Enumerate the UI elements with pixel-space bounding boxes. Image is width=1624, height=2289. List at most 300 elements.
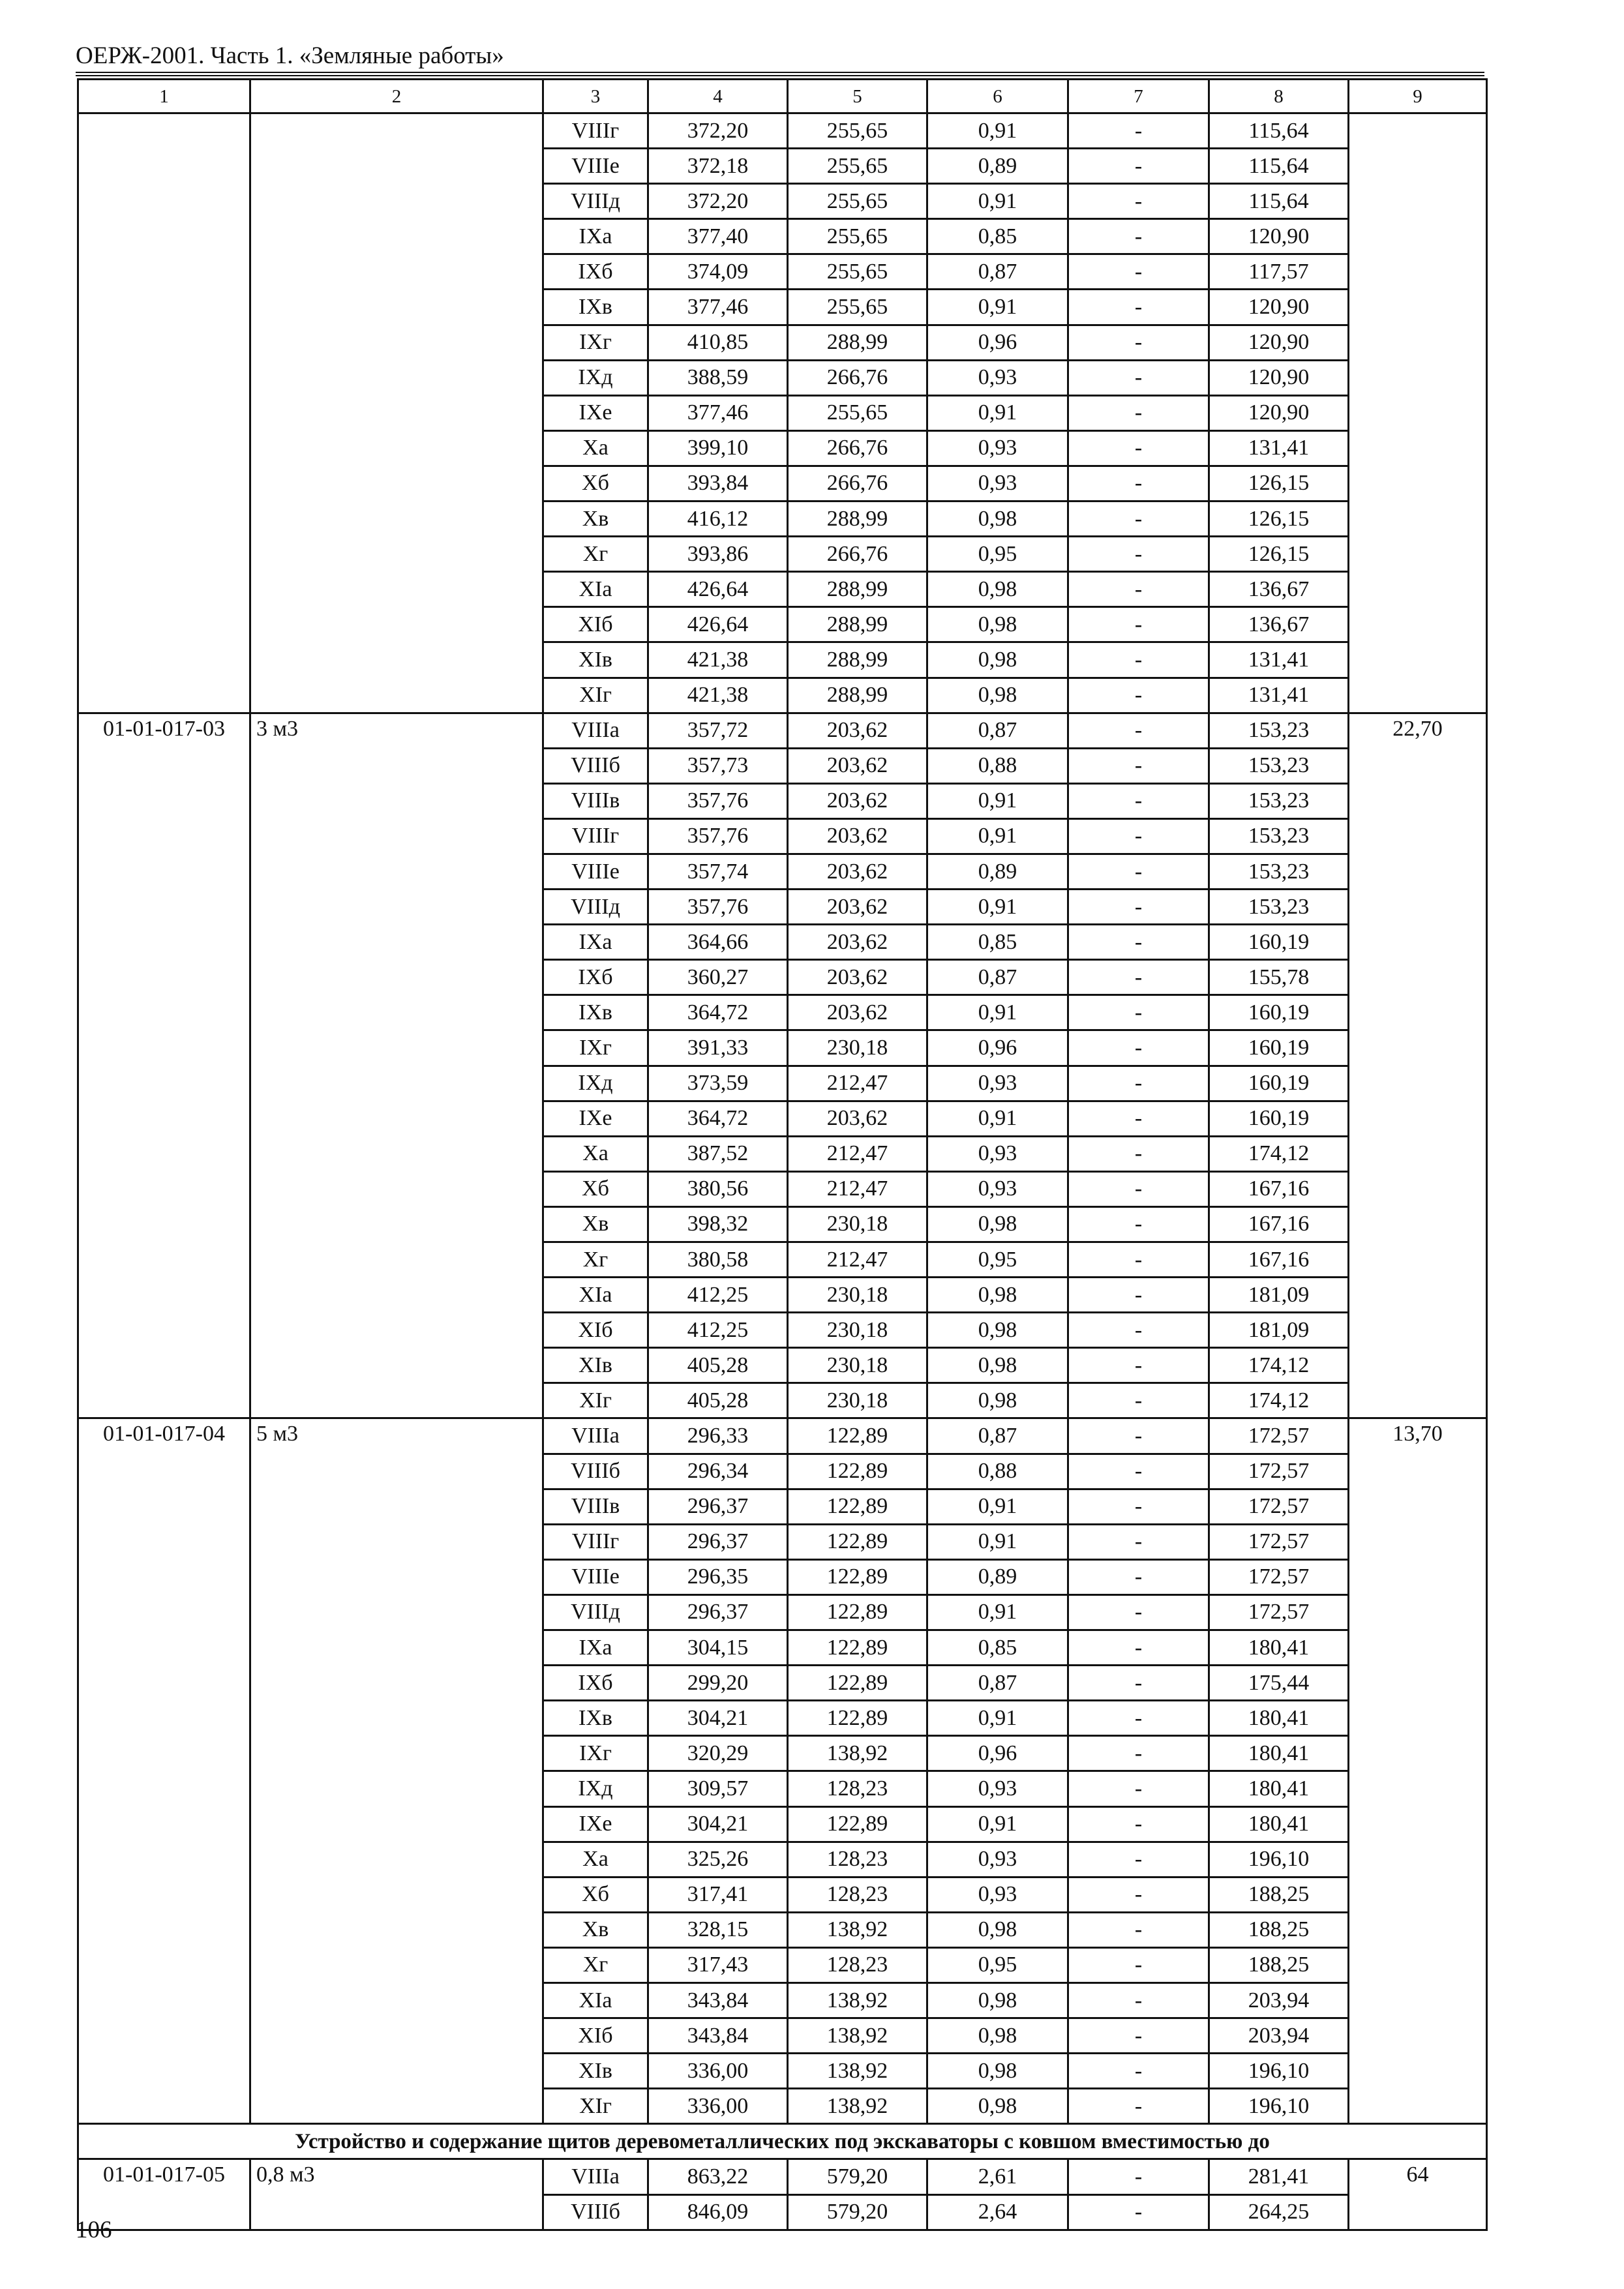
soil-group-cell: Xа xyxy=(543,1136,648,1171)
table-row xyxy=(78,1418,1487,1454)
section-heading-row xyxy=(78,2124,1487,2159)
col5-cell: 138,92 xyxy=(788,2018,927,2054)
soil-group-cell: IXа xyxy=(543,219,648,254)
col5-cell: 122,89 xyxy=(788,1418,927,1454)
soil-group-cell: VIIIг xyxy=(543,818,648,854)
col6-cell: 0,93 xyxy=(927,1136,1068,1171)
soil-group-cell: Xг xyxy=(543,1947,648,1982)
col8-cell: 172,57 xyxy=(1209,1454,1349,1489)
col7-cell: - xyxy=(1068,1701,1209,1736)
col8-cell: 153,23 xyxy=(1209,713,1349,748)
col8-cell: 180,41 xyxy=(1209,1736,1349,1771)
col7-cell: - xyxy=(1068,466,1209,501)
col5-cell: 122,89 xyxy=(788,1594,927,1630)
col8-cell: 172,57 xyxy=(1209,1489,1349,1524)
col5-cell: 203,62 xyxy=(788,960,927,995)
col4-cell: 304,21 xyxy=(648,1701,788,1736)
col4-cell: 357,73 xyxy=(648,748,788,783)
col8-cell: 181,09 xyxy=(1209,1278,1349,1313)
col4-cell: 388,59 xyxy=(648,360,788,395)
col5-cell: 255,65 xyxy=(788,254,927,290)
col6-cell: 0,96 xyxy=(927,325,1068,360)
col4-cell: 325,26 xyxy=(648,1842,788,1877)
col6-cell: 0,93 xyxy=(927,430,1068,466)
col8-cell: 180,41 xyxy=(1209,1701,1349,1736)
col8-cell: 175,44 xyxy=(1209,1666,1349,1701)
col5-cell: 212,47 xyxy=(788,1242,927,1278)
col8-cell: 131,41 xyxy=(1209,430,1349,466)
col4-cell: 296,37 xyxy=(648,1489,788,1524)
col7-cell: - xyxy=(1068,1101,1209,1136)
col6-cell: 0,88 xyxy=(927,748,1068,783)
col4-cell: 296,35 xyxy=(648,1559,788,1594)
col7-cell: - xyxy=(1068,1736,1209,1771)
col7-cell: - xyxy=(1068,113,1209,149)
col5-cell: 288,99 xyxy=(788,501,927,537)
soil-group-cell: Xб xyxy=(543,1171,648,1206)
col7-cell: - xyxy=(1068,1454,1209,1489)
col8-cell: 115,64 xyxy=(1209,184,1349,219)
col6-cell: 0,91 xyxy=(927,1806,1068,1842)
col4-cell: 296,33 xyxy=(648,1418,788,1454)
soil-group-cell: Xб xyxy=(543,466,648,501)
col4-cell: 373,59 xyxy=(648,1066,788,1101)
col4-cell: 412,25 xyxy=(648,1313,788,1348)
column-number-cell: 5 xyxy=(788,80,927,113)
col6-cell: 0,96 xyxy=(927,1030,1068,1066)
col6-cell: 0,87 xyxy=(927,1666,1068,1701)
col5-cell: 288,99 xyxy=(788,678,927,713)
soil-group-cell: IXе xyxy=(543,1101,648,1136)
col6-cell: 0,98 xyxy=(927,1313,1068,1348)
col7-cell: - xyxy=(1068,854,1209,889)
col5-cell: 212,47 xyxy=(788,1136,927,1171)
col7-cell: - xyxy=(1068,995,1209,1030)
col6-cell: 0,95 xyxy=(927,537,1068,572)
soil-group-cell: Xа xyxy=(543,430,648,466)
norm-code-cell: 01-01-017-03 xyxy=(78,713,250,1418)
soil-group-cell: IXд xyxy=(543,1771,648,1806)
col8-cell: 172,57 xyxy=(1209,1594,1349,1630)
col8-cell: 174,12 xyxy=(1209,1348,1349,1383)
col8-cell: 153,23 xyxy=(1209,783,1349,818)
col8-cell: 188,25 xyxy=(1209,1912,1349,1947)
col7-cell: - xyxy=(1068,1947,1209,1982)
col5-cell: 288,99 xyxy=(788,607,927,642)
col7-cell: - xyxy=(1068,1982,1209,2018)
col8-cell: 160,19 xyxy=(1209,995,1349,1030)
col4-cell: 357,76 xyxy=(648,890,788,925)
col4-cell: 296,37 xyxy=(648,1594,788,1630)
col6-cell: 0,91 xyxy=(927,113,1068,149)
col4-cell: 421,38 xyxy=(648,642,788,678)
col9-cell: 22,70 xyxy=(1349,713,1487,1418)
col4-cell: 426,64 xyxy=(648,572,788,607)
col4-cell: 320,29 xyxy=(648,1736,788,1771)
col8-cell: 180,41 xyxy=(1209,1806,1349,1842)
col5-cell: 230,18 xyxy=(788,1383,927,1418)
col8-cell: 126,15 xyxy=(1209,466,1349,501)
soil-group-cell: XIв xyxy=(543,1348,648,1383)
col5-cell: 230,18 xyxy=(788,1030,927,1066)
col7-cell: - xyxy=(1068,1594,1209,1630)
col7-cell: - xyxy=(1068,360,1209,395)
soil-group-cell: Xг xyxy=(543,1242,648,1278)
col7-cell: - xyxy=(1068,2018,1209,2054)
col6-cell: 0,98 xyxy=(927,1383,1068,1418)
col5-cell: 138,92 xyxy=(788,1982,927,2018)
norm-code-cell: 01-01-017-04 xyxy=(78,1418,250,2124)
col5-cell: 128,23 xyxy=(788,1842,927,1877)
col7-cell: - xyxy=(1068,925,1209,960)
col7-cell: - xyxy=(1068,1630,1209,1666)
col7-cell: - xyxy=(1068,1877,1209,1912)
col8-cell: 172,57 xyxy=(1209,1559,1349,1594)
soil-group-cell: VIIIа xyxy=(543,1418,648,1454)
col7-cell: - xyxy=(1068,1912,1209,1947)
col4-cell: 317,41 xyxy=(648,1877,788,1912)
soil-group-cell: IXе xyxy=(543,395,648,430)
col4-cell: 343,84 xyxy=(648,1982,788,2018)
col7-cell: - xyxy=(1068,713,1209,748)
col5-cell: 288,99 xyxy=(788,642,927,678)
col7-cell: - xyxy=(1068,184,1209,219)
col5-cell: 212,47 xyxy=(788,1066,927,1101)
col6-cell: 0,98 xyxy=(927,642,1068,678)
col5-cell: 128,23 xyxy=(788,1947,927,1982)
col6-cell: 2,64 xyxy=(927,2194,1068,2230)
col6-cell: 0,93 xyxy=(927,1771,1068,1806)
col6-cell: 0,98 xyxy=(927,2089,1068,2124)
col6-cell: 0,91 xyxy=(927,1701,1068,1736)
col5-cell: 288,99 xyxy=(788,325,927,360)
col4-cell: 364,72 xyxy=(648,995,788,1030)
col6-cell: 0,87 xyxy=(927,254,1068,290)
col5-cell: 579,20 xyxy=(788,2159,927,2194)
col7-cell: - xyxy=(1068,678,1209,713)
col7-cell: - xyxy=(1068,1418,1209,1454)
col4-cell: 357,72 xyxy=(648,713,788,748)
col8-cell: 126,15 xyxy=(1209,537,1349,572)
col6-cell: 0,85 xyxy=(927,925,1068,960)
col7-cell: - xyxy=(1068,254,1209,290)
col5-cell: 266,76 xyxy=(788,466,927,501)
soil-group-cell: Xг xyxy=(543,537,648,572)
col4-cell: 391,33 xyxy=(648,1030,788,1066)
col4-cell: 380,58 xyxy=(648,1242,788,1278)
col5-cell: 203,62 xyxy=(788,748,927,783)
column-number-cell: 1 xyxy=(78,80,250,113)
col6-cell: 0,89 xyxy=(927,854,1068,889)
col4-cell: 398,32 xyxy=(648,1206,788,1242)
soil-group-cell: XIа xyxy=(543,1982,648,2018)
soil-group-cell: XIа xyxy=(543,572,648,607)
soil-group-cell: VIIIе xyxy=(543,1559,648,1594)
col8-cell: 131,41 xyxy=(1209,678,1349,713)
col4-cell: 393,84 xyxy=(648,466,788,501)
col4-cell: 360,27 xyxy=(648,960,788,995)
column-number-cell: 2 xyxy=(250,80,543,113)
soil-group-cell: VIIIб xyxy=(543,2194,648,2230)
col8-cell: 180,41 xyxy=(1209,1630,1349,1666)
col7-cell: - xyxy=(1068,1524,1209,1559)
soil-group-cell: VIIIе xyxy=(543,854,648,889)
col7-cell: - xyxy=(1068,1242,1209,1278)
col4-cell: 372,20 xyxy=(648,113,788,149)
col5-cell: 128,23 xyxy=(788,1877,927,1912)
col4-cell: 364,66 xyxy=(648,925,788,960)
soil-group-cell: VIIIе xyxy=(543,149,648,184)
column-number-cell: 9 xyxy=(1349,80,1487,113)
page-header-title: ОЕРЖ-2001. Часть 1. «Земляные работы» xyxy=(76,42,504,69)
norm-code-cell: 01-01-017-05 xyxy=(78,2159,250,2230)
soil-group-cell: Xв xyxy=(543,501,648,537)
soil-group-cell: VIIIг xyxy=(543,113,648,149)
soil-group-cell: XIв xyxy=(543,642,648,678)
col6-cell: 0,93 xyxy=(927,1171,1068,1206)
col9-cell: 64 xyxy=(1349,2159,1487,2230)
col5-cell: 266,76 xyxy=(788,430,927,466)
col6-cell: 0,89 xyxy=(927,149,1068,184)
col5-cell: 203,62 xyxy=(788,818,927,854)
col6-cell: 0,93 xyxy=(927,466,1068,501)
col6-cell: 0,91 xyxy=(927,1594,1068,1630)
norm-name-cell: 5 м3 xyxy=(250,1418,543,2124)
col6-cell: 0,93 xyxy=(927,1066,1068,1101)
col8-cell: 264,25 xyxy=(1209,2194,1349,2230)
soil-group-cell: XIа xyxy=(543,1278,648,1313)
col4-cell: 372,20 xyxy=(648,184,788,219)
table-row xyxy=(78,113,1487,149)
col7-cell: - xyxy=(1068,1842,1209,1877)
col7-cell: - xyxy=(1068,149,1209,184)
col4-cell: 336,00 xyxy=(648,2089,788,2124)
norms-table xyxy=(77,78,1488,2231)
soil-group-cell: XIг xyxy=(543,2089,648,2124)
col8-cell: 120,90 xyxy=(1209,325,1349,360)
col4-cell: 846,09 xyxy=(648,2194,788,2230)
col4-cell: 405,28 xyxy=(648,1348,788,1383)
col4-cell: 357,74 xyxy=(648,854,788,889)
soil-group-cell: VIIIг xyxy=(543,1524,648,1559)
col5-cell: 122,89 xyxy=(788,1630,927,1666)
col5-cell: 266,76 xyxy=(788,360,927,395)
col5-cell: 122,89 xyxy=(788,1701,927,1736)
col8-cell: 160,19 xyxy=(1209,925,1349,960)
col5-cell: 138,92 xyxy=(788,1736,927,1771)
col8-cell: 126,15 xyxy=(1209,501,1349,537)
col5-cell: 255,65 xyxy=(788,219,927,254)
col8-cell: 196,10 xyxy=(1209,2054,1349,2089)
col7-cell: - xyxy=(1068,1030,1209,1066)
soil-group-cell: Xв xyxy=(543,1206,648,1242)
col4-cell: 299,20 xyxy=(648,1666,788,1701)
col6-cell: 0,91 xyxy=(927,995,1068,1030)
soil-group-cell: VIIIд xyxy=(543,184,648,219)
norm-name-cell xyxy=(250,113,543,713)
soil-group-cell: IXб xyxy=(543,1666,648,1701)
soil-group-cell: IXг xyxy=(543,1736,648,1771)
col4-cell: 412,25 xyxy=(648,1278,788,1313)
col8-cell: 180,41 xyxy=(1209,1771,1349,1806)
col5-cell: 255,65 xyxy=(788,184,927,219)
col8-cell: 155,78 xyxy=(1209,960,1349,995)
section-heading: Устройство и содержание щитов деревометаллических под экскаваторы с ковшом вместимостью до xyxy=(78,2124,1487,2159)
col5-cell: 122,89 xyxy=(788,1489,927,1524)
soil-group-cell: VIIIа xyxy=(543,713,648,748)
col7-cell: - xyxy=(1068,1383,1209,1418)
col6-cell: 0,91 xyxy=(927,783,1068,818)
col7-cell: - xyxy=(1068,537,1209,572)
col6-cell: 0,88 xyxy=(927,1454,1068,1489)
col6-cell: 0,98 xyxy=(927,1206,1068,1242)
soil-group-cell: XIг xyxy=(543,678,648,713)
soil-group-cell: IXв xyxy=(543,1701,648,1736)
col8-cell: 153,23 xyxy=(1209,818,1349,854)
col4-cell: 374,09 xyxy=(648,254,788,290)
col8-cell: 172,57 xyxy=(1209,1418,1349,1454)
col6-cell: 0,91 xyxy=(927,890,1068,925)
col8-cell: 153,23 xyxy=(1209,854,1349,889)
col6-cell: 0,98 xyxy=(927,1912,1068,1947)
col6-cell: 0,91 xyxy=(927,818,1068,854)
col7-cell: - xyxy=(1068,1806,1209,1842)
col5-cell: 255,65 xyxy=(788,113,927,149)
soil-group-cell: IXб xyxy=(543,254,648,290)
col7-cell: - xyxy=(1068,1136,1209,1171)
col5-cell: 579,20 xyxy=(788,2194,927,2230)
col7-cell: - xyxy=(1068,1171,1209,1206)
soil-group-cell: VIIIб xyxy=(543,748,648,783)
col4-cell: 410,85 xyxy=(648,325,788,360)
col8-cell: 203,94 xyxy=(1209,1982,1349,2018)
col8-cell: 160,19 xyxy=(1209,1030,1349,1066)
soil-group-cell: Xа xyxy=(543,1842,648,1877)
col6-cell: 0,93 xyxy=(927,360,1068,395)
col9-cell: 13,70 xyxy=(1349,1418,1487,2124)
soil-group-cell: VIIIд xyxy=(543,890,648,925)
col5-cell: 230,18 xyxy=(788,1313,927,1348)
norm-code-cell xyxy=(78,113,250,713)
col4-cell: 377,46 xyxy=(648,395,788,430)
col5-cell: 122,89 xyxy=(788,1454,927,1489)
col4-cell: 328,15 xyxy=(648,1912,788,1947)
col5-cell: 138,92 xyxy=(788,2054,927,2089)
soil-group-cell: XIв xyxy=(543,2054,648,2089)
col6-cell: 0,85 xyxy=(927,219,1068,254)
col6-cell: 0,89 xyxy=(927,1559,1068,1594)
col7-cell: - xyxy=(1068,2054,1209,2089)
col7-cell: - xyxy=(1068,1489,1209,1524)
soil-group-cell: IXд xyxy=(543,360,648,395)
col5-cell: 255,65 xyxy=(788,395,927,430)
col5-cell: 122,89 xyxy=(788,1806,927,1842)
soil-group-cell: XIг xyxy=(543,1383,648,1418)
col7-cell: - xyxy=(1068,395,1209,430)
col6-cell: 0,98 xyxy=(927,2018,1068,2054)
col4-cell: 377,46 xyxy=(648,290,788,325)
col8-cell: 120,90 xyxy=(1209,395,1349,430)
col8-cell: 160,19 xyxy=(1209,1101,1349,1136)
soil-group-cell: Xв xyxy=(543,1912,648,1947)
soil-group-cell: XIб xyxy=(543,1313,648,1348)
col8-cell: 136,67 xyxy=(1209,572,1349,607)
col7-cell: - xyxy=(1068,2159,1209,2194)
column-number-cell: 3 xyxy=(543,80,648,113)
col7-cell: - xyxy=(1068,290,1209,325)
col5-cell: 128,23 xyxy=(788,1771,927,1806)
col8-cell: 136,67 xyxy=(1209,607,1349,642)
col8-cell: 167,16 xyxy=(1209,1242,1349,1278)
soil-group-cell: IXд xyxy=(543,1066,648,1101)
col4-cell: 296,37 xyxy=(648,1524,788,1559)
col8-cell: 167,16 xyxy=(1209,1171,1349,1206)
col4-cell: 426,64 xyxy=(648,607,788,642)
col8-cell: 120,90 xyxy=(1209,360,1349,395)
column-number-cell: 4 xyxy=(648,80,788,113)
col6-cell: 0,98 xyxy=(927,678,1068,713)
col8-cell: 196,10 xyxy=(1209,2089,1349,2124)
col8-cell: 172,57 xyxy=(1209,1524,1349,1559)
col7-cell: - xyxy=(1068,1559,1209,1594)
column-number-cell: 6 xyxy=(927,80,1068,113)
col5-cell: 203,62 xyxy=(788,854,927,889)
col6-cell: 0,91 xyxy=(927,1524,1068,1559)
col7-cell: - xyxy=(1068,1666,1209,1701)
col6-cell: 2,61 xyxy=(927,2159,1068,2194)
page-number: 106 xyxy=(76,2217,112,2243)
soil-group-cell: VIIIб xyxy=(543,1454,648,1489)
col6-cell: 0,95 xyxy=(927,1242,1068,1278)
col8-cell: 120,90 xyxy=(1209,290,1349,325)
col7-cell: - xyxy=(1068,572,1209,607)
soil-group-cell: IXа xyxy=(543,925,648,960)
col7-cell: - xyxy=(1068,1066,1209,1101)
col5-cell: 203,62 xyxy=(788,995,927,1030)
col4-cell: 405,28 xyxy=(648,1383,788,1418)
col4-cell: 304,15 xyxy=(648,1630,788,1666)
soil-group-cell: XIб xyxy=(543,2018,648,2054)
col5-cell: 203,62 xyxy=(788,925,927,960)
col4-cell: 399,10 xyxy=(648,430,788,466)
col6-cell: 0,98 xyxy=(927,607,1068,642)
col8-cell: 115,64 xyxy=(1209,149,1349,184)
col5-cell: 203,62 xyxy=(788,783,927,818)
col6-cell: 0,98 xyxy=(927,501,1068,537)
col4-cell: 309,57 xyxy=(648,1771,788,1806)
header-double-rule xyxy=(76,72,1484,76)
col4-cell: 357,76 xyxy=(648,818,788,854)
table-row xyxy=(78,2159,1487,2194)
col6-cell: 0,91 xyxy=(927,184,1068,219)
col8-cell: 117,57 xyxy=(1209,254,1349,290)
soil-group-cell: IXв xyxy=(543,995,648,1030)
col8-cell: 196,10 xyxy=(1209,1842,1349,1877)
soil-group-cell: XIб xyxy=(543,607,648,642)
col4-cell: 393,86 xyxy=(648,537,788,572)
col4-cell: 380,56 xyxy=(648,1171,788,1206)
col8-cell: 281,41 xyxy=(1209,2159,1349,2194)
col7-cell: - xyxy=(1068,501,1209,537)
col5-cell: 138,92 xyxy=(788,2089,927,2124)
col5-cell: 122,89 xyxy=(788,1524,927,1559)
column-number-cell: 8 xyxy=(1209,80,1349,113)
col7-cell: - xyxy=(1068,430,1209,466)
col8-cell: 181,09 xyxy=(1209,1313,1349,1348)
col4-cell: 304,21 xyxy=(648,1806,788,1842)
col6-cell: 0,91 xyxy=(927,1101,1068,1136)
col4-cell: 377,40 xyxy=(648,219,788,254)
